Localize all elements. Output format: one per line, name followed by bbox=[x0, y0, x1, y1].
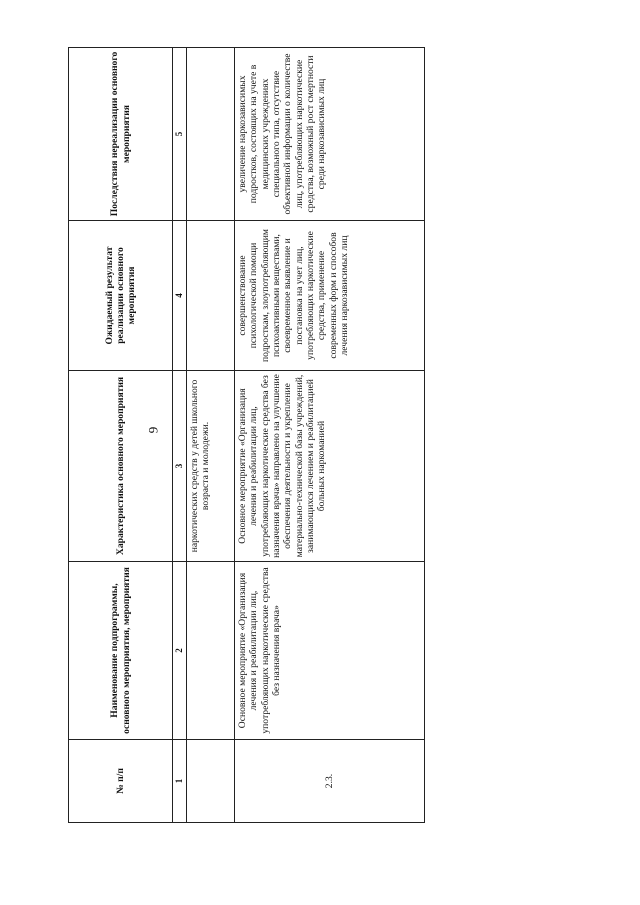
continued-cell-consequences bbox=[187, 48, 235, 221]
header-number: № п/п bbox=[69, 740, 173, 823]
program-measures-table bbox=[68, 47, 425, 823]
row-number-cell: 2.3. bbox=[235, 740, 425, 823]
continued-cell-result bbox=[187, 221, 235, 371]
rotated-table-wrapper bbox=[68, 48, 425, 823]
header-name: Наименование подпрограммы, основного мероприятия, мероприятия bbox=[69, 562, 173, 740]
header-row bbox=[69, 48, 173, 823]
page-number: 9 bbox=[145, 426, 161, 434]
header-characteristic: Характеристика основного мероприятия bbox=[69, 371, 173, 562]
column-number-3: 3 bbox=[173, 371, 187, 562]
row-name-cell: Основное мероприятие «Организация лечения и реабилитации лиц, употребляющих наркотические средства без назначения врача» bbox=[235, 562, 425, 740]
row-characteristic-cell: Основное мероприятие «Организация лечения и реабилитации лиц, употребляющих наркотические средства без назначения врача» направлено на улучшение обеспечения деятельности и укрепление материально-технической базы учреждений, занимающихся лечением и реабилитацией больных наркоманией bbox=[235, 371, 425, 562]
continued-cell-characteristic: наркотических средств у детей школьного возраста и молодежи. bbox=[187, 371, 235, 562]
column-number-1: 1 bbox=[173, 740, 187, 823]
column-number-2: 2 bbox=[173, 562, 187, 740]
continued-cell-name bbox=[187, 562, 235, 740]
rotated-table-frame bbox=[68, 48, 425, 823]
continued-row bbox=[187, 48, 235, 823]
column-number-5: 5 bbox=[173, 48, 187, 221]
header-consequences: Последствия нереализации основного мероприятия bbox=[69, 48, 173, 221]
row-consequences-cell: увеличение наркозависимых подростков, состоящих на учете в медицинских учреждениях специального типа, отсутствие объективной информации о количестве лиц, употребляющих наркотические средства, возможный рост смертности среди наркозависимых лиц bbox=[235, 48, 425, 221]
column-number-4: 4 bbox=[173, 221, 187, 371]
continued-cell-number bbox=[187, 740, 235, 823]
header-expected-result: Ожидаемый результат реализации основного мероприятия bbox=[69, 221, 173, 371]
table-row-2-3 bbox=[235, 48, 425, 823]
column-numbers-row bbox=[173, 48, 187, 823]
row-expected-result-cell: совершенствование психологической помощи подросткам, злоупотребляющим психоактивными веществами, своевременное выявление и постановка на учет лиц, употребляющих наркотические средства, применение современных форм и способов лечения наркозависимых лиц bbox=[235, 221, 425, 371]
